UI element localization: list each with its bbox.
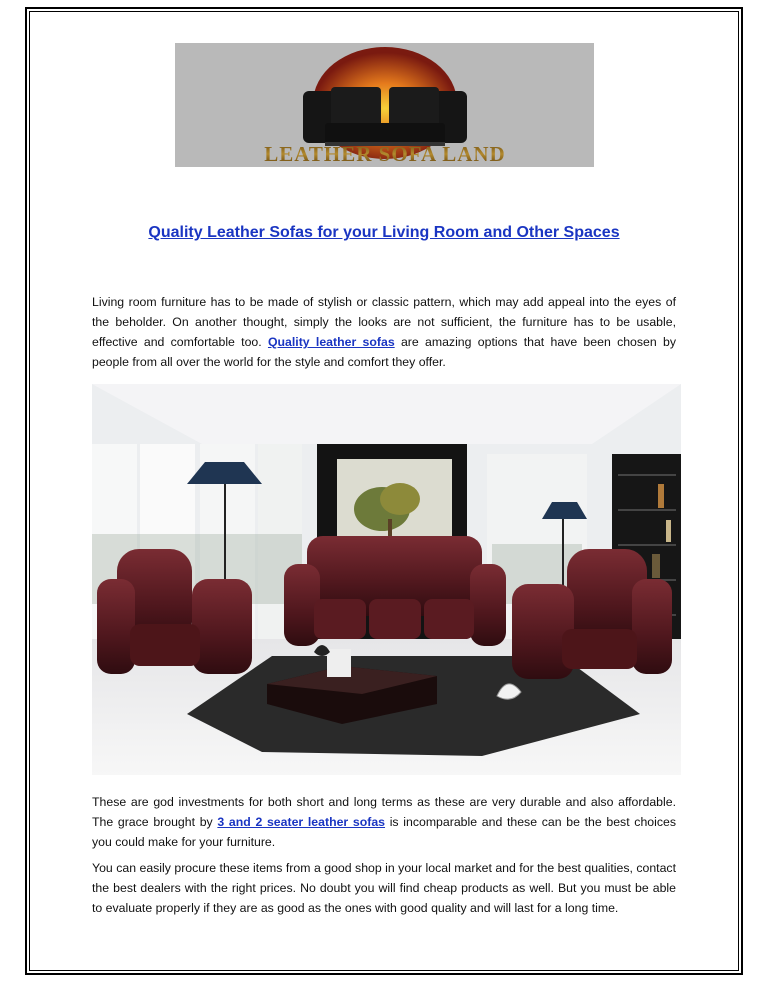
brand-logo (175, 43, 594, 167)
investment-paragraph: These are god investments for both short and long terms as these are very durable and also affordable. The grace brought by 3 and 2 seater leather sofas is incomparable and these can be the best choices you could make for your furniture. (92, 795, 676, 849)
living-room-photo (92, 384, 681, 775)
page-title[interactable]: Quality Leather Sofas for your Living Room and Other Spaces (148, 224, 620, 241)
quality-leather-sofas-link[interactable]: Quality leather sofas (267, 335, 395, 349)
logo-wordmark: LEATHER SOFA LAND (264, 142, 506, 166)
intro-paragraph: Living room furniture has to be made of stylish or classic pattern, which may add appeal into the eyes of the beholder. On another thought, simply the looks are not sufficient, the furniture has to be usable, effective and comfortable too. Quality leather sofas are amazing options that have been chosen by people from all over the world for the style and comfort they offer. (92, 295, 676, 369)
procurement-paragraph: You can easily procure these items from a good shop in your local market and for the best qualities, contact the best dealers with the right prices. No doubt you will find cheap products as well. But you must be able to evaluate properly if they are as good as the ones with good quality and will last for a long time. (92, 861, 676, 915)
seater-sofas-link[interactable]: 3 and 2 seater leather sofas (217, 815, 386, 829)
